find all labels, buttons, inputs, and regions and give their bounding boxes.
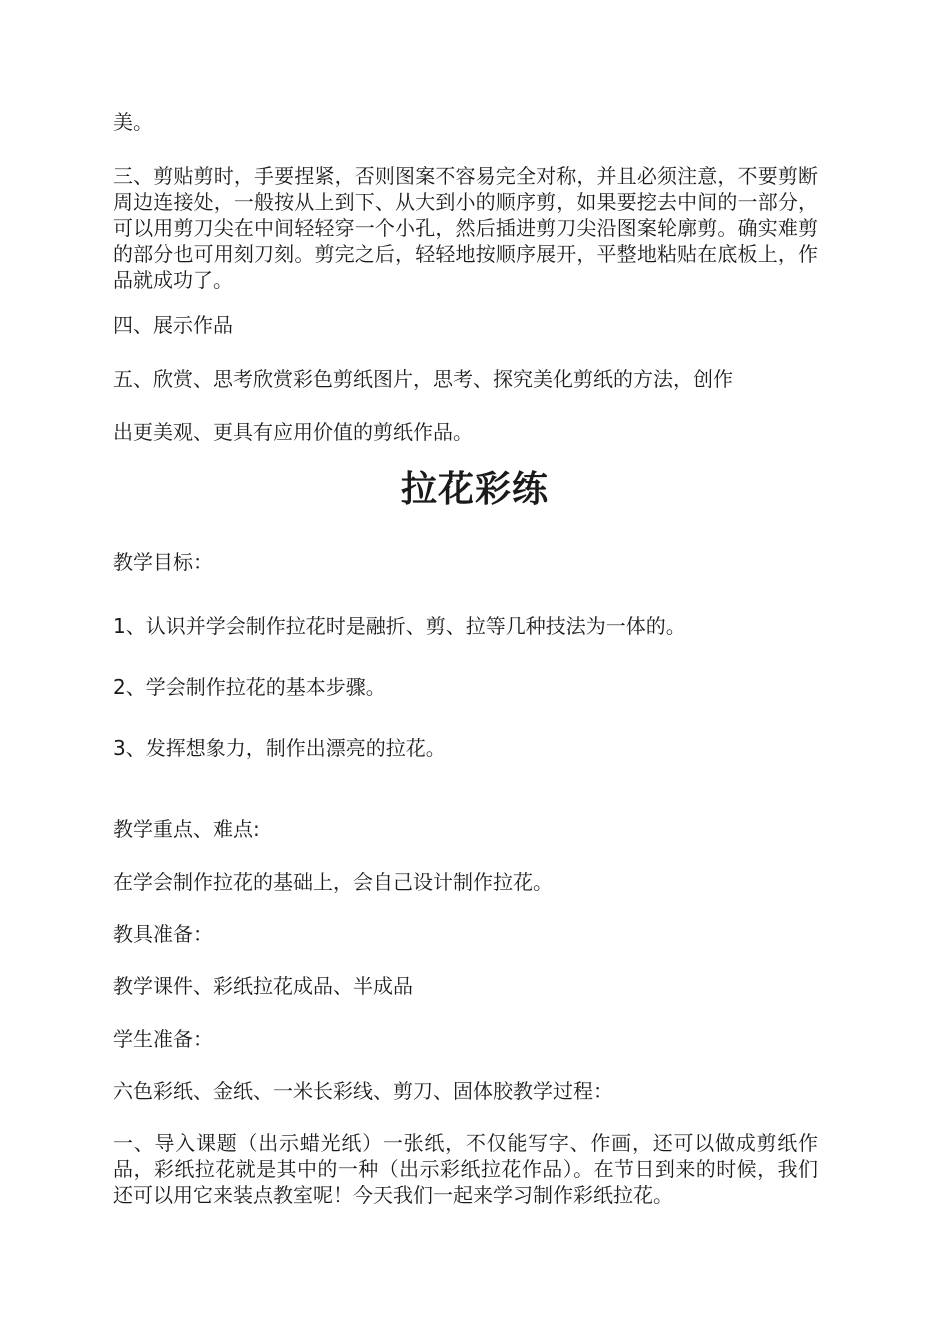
- paragraph-step-four: 四、展示作品: [113, 313, 233, 337]
- lesson-title: 拉花彩练: [400, 469, 549, 510]
- goals-heading: 教学目标：: [113, 550, 213, 574]
- key-points-text: 在学会制作拉花的基础上，会自己设计制作拉花。: [113, 870, 553, 894]
- student-prep-text: 六色彩纸、金纸、一米长彩线、剪刀、固体胶教学过程：: [113, 1079, 613, 1103]
- goal-item-1: 1、认识并学会制作拉花时是融折、剪、拉等几种技法为一体的。: [113, 614, 686, 638]
- tools-text: 教学课件、彩纸拉花成品、半成品: [113, 974, 413, 998]
- key-points-heading: 教学重点、难点:: [113, 817, 260, 841]
- student-prep-heading: 学生准备：: [113, 1027, 213, 1051]
- tools-heading: 教具准备：: [113, 922, 213, 946]
- paragraph-step-five-line1: 五、欣赏、思考欣赏彩色剪纸图片，思考、探究美化剪纸的方法，创作: [113, 367, 733, 391]
- goal-item-2: 2、学会制作拉花的基本步骤。: [113, 675, 386, 699]
- goal-item-3: 3、发挥想象力，制作出漂亮的拉花。: [113, 736, 446, 760]
- paragraph-step-five-line2: 出更美观、更具有应用价值的剪纸作品。: [113, 420, 473, 444]
- paragraph-mei: 美。: [113, 110, 153, 134]
- paragraph-intro: 一、导入课题（出示蜡光纸）一张纸，不仅能写字、作画，还可以做成剪纸作品，彩纸拉花就是其中的一种（出示彩纸拉花作品）。在节日到来的时候，我们还可以用它来装点教室呢！今天我们一起来学习制作彩纸拉花。: [113, 1131, 818, 1207]
- paragraph-step-three: 三、剪贴剪时，手要捏紧，否则图案不容易完全对称，并且必须注意，不要剪断周边连接处，一般按从上到下、从大到小的顺序剪，如果要挖去中间的一部分，可以用剪刀尖在中间轻轻穿一个小孔，然后插进剪刀尖沿图案轮廓剪。确实难剪的部分也可用刻刀刻。剪完之后，轻轻地按顺序展开，平整地粘贴在底板上，作品就成功了。: [113, 164, 818, 292]
